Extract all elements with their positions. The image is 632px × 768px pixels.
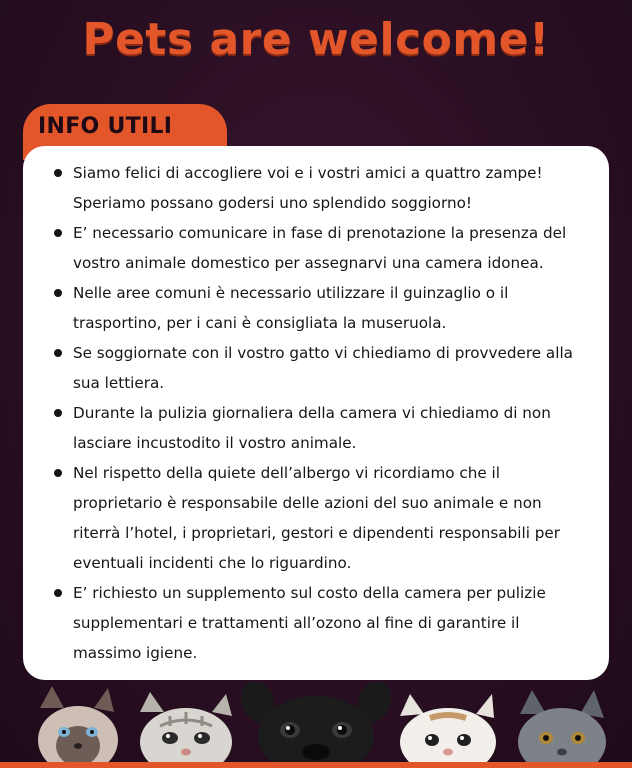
grey-cat-icon	[518, 690, 606, 768]
black-french-bulldog-icon	[235, 682, 396, 768]
pets-illustration	[0, 682, 632, 768]
page-title: Pets are welcome!	[82, 14, 550, 65]
info-item-supplement: E’ richiesto un supplemento sul costo della camera per pulizie supplementari e trattamenti all’ozono al fine di garantire il massimo igiene.	[73, 578, 591, 668]
info-item-litter: Se soggiornate con il vostro gatto vi chiediamo di provvedere alla sua lettiera.	[73, 338, 591, 398]
info-item-booking: E’ necessario comunicare in fase di prenotazione la presenza del vostro animale domestico per assegnarvi una camera idonea.	[73, 218, 591, 278]
info-tab-label: INFO UTILI	[38, 114, 173, 139]
info-list	[53, 158, 591, 668]
info-item-cleaning: Durante la pulizia giornaliera della camera vi chiediamo di non lasciare incustodito il vostro animale.	[73, 398, 591, 458]
info-item-common-areas: Nelle aree comuni è necessario utilizzare il guinzaglio o il trasportino, per i cani è consigliata la museruola.	[73, 278, 591, 338]
silver-tabby-kitten-icon	[140, 692, 232, 768]
info-item-welcome: Siamo felici di accogliere voi e i vostri amici a quattro zampe! Speriamo possano godersi uno splendido soggiorno!	[73, 158, 591, 218]
info-item-responsibility: Nel rispetto della quiete dell’albergo vi ricordiamo che il proprietario è responsabile delle azioni del suo animale e non riterrà l’hotel, i proprietari, gestori e dipendenti responsabili per eventuali incidenti che lo riguardino.	[73, 458, 591, 578]
siamese-cat-icon	[38, 686, 118, 768]
bottom-accent-bar	[0, 762, 632, 768]
info-card	[23, 146, 609, 680]
white-kitten-icon	[400, 694, 496, 768]
